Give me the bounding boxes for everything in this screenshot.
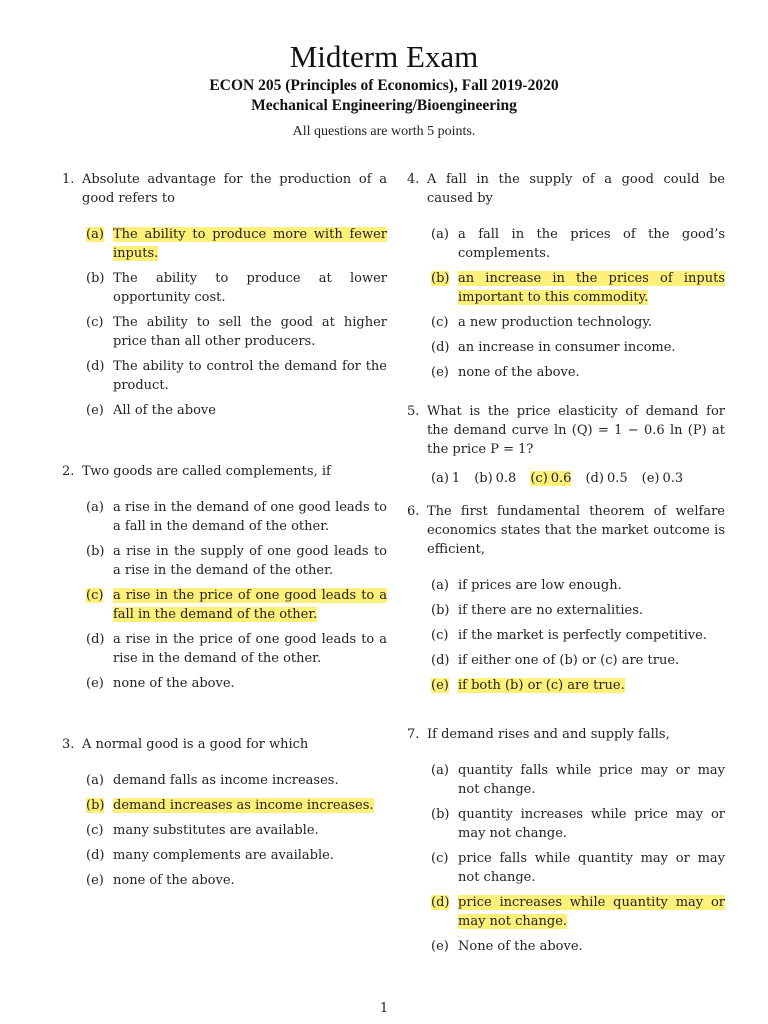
option-text xyxy=(113,796,387,815)
question-3 xyxy=(62,735,387,890)
option-letter-text: (b) xyxy=(431,271,450,286)
option-text-content: none of the above. xyxy=(458,365,580,380)
option-letter-text: (e) xyxy=(86,873,104,888)
option-letter-text: (c) xyxy=(86,823,104,838)
option-text xyxy=(458,338,725,357)
option-text-content: if both (b) or (c) are true. xyxy=(458,678,625,693)
option-letter xyxy=(86,269,113,307)
option-text xyxy=(458,676,725,695)
option-letter-text: (a) xyxy=(86,227,104,242)
option-text-content: quantity falls while price may or may not change. xyxy=(458,763,725,797)
exam-header xyxy=(0,38,768,140)
option-text xyxy=(458,849,725,887)
question-2 xyxy=(62,462,387,693)
option-letter-text: (c) xyxy=(86,588,104,603)
answer-option[interactable] xyxy=(86,674,387,693)
option-text-content: demand falls as income increases. xyxy=(113,773,339,788)
option-text-content: none of the above. xyxy=(113,676,235,691)
option-letter-text: (e) xyxy=(86,403,104,418)
department-line: Mechanical Engineering/Bioengineering xyxy=(251,97,517,114)
option-text-content: None of the above. xyxy=(458,939,583,954)
option-text-content: a rise in the demand of one good leads to a fall in the demand of the other. xyxy=(113,500,387,534)
option-letter: (b) xyxy=(474,471,493,486)
option-letter-text: (e) xyxy=(431,365,449,380)
option-letter xyxy=(86,630,113,668)
option-text-content: if either one of (b) or (c) are true. xyxy=(458,653,680,668)
answer-option[interactable] xyxy=(431,601,725,620)
option-text-content: many complements are available. xyxy=(113,848,334,863)
right-column xyxy=(407,170,725,962)
question-4 xyxy=(407,170,725,382)
answer-option[interactable] xyxy=(431,576,725,595)
inline-option-content xyxy=(474,471,516,486)
option-text-content: an increase in consumer income. xyxy=(458,340,676,355)
option-letter-text: (c) xyxy=(431,851,449,866)
option-letter xyxy=(86,771,113,790)
option-text xyxy=(113,674,387,693)
option-text-content: many substitutes are available. xyxy=(113,823,319,838)
option-text xyxy=(113,401,387,420)
option-text xyxy=(113,357,387,395)
option-text: 0.5 xyxy=(606,471,628,486)
option-list xyxy=(86,498,387,693)
option-letter xyxy=(86,225,113,263)
question-number: 7. xyxy=(407,727,420,742)
option-list xyxy=(431,576,725,695)
option-text-content: none of the above. xyxy=(113,873,235,888)
option-letter-text: (c) xyxy=(86,315,104,330)
question-number: 3. xyxy=(62,737,75,752)
option-letter xyxy=(431,651,458,670)
option-text-content: The ability to control the demand for the product. xyxy=(113,359,387,393)
points-note: All questions are worth 5 points. xyxy=(292,124,476,139)
option-letter xyxy=(86,401,113,420)
option-letter-text: (c) xyxy=(431,628,449,643)
option-letter: (e) xyxy=(641,471,660,486)
option-letter xyxy=(431,363,458,382)
answer-option[interactable] xyxy=(642,469,684,488)
question-stem: A normal good is a good for which xyxy=(82,737,309,752)
question-stem: A fall in the supply of a good could be caused by xyxy=(427,172,725,206)
option-letter xyxy=(86,674,113,693)
option-list xyxy=(431,761,725,956)
option-letter-text: (b) xyxy=(86,798,105,813)
question-number: 2. xyxy=(62,464,75,479)
option-text xyxy=(113,846,387,865)
option-list xyxy=(86,771,387,890)
option-text xyxy=(458,937,725,956)
option-text: 0.3 xyxy=(662,471,684,486)
option-text-content: if there are no externalities. xyxy=(458,603,644,618)
answer-option[interactable] xyxy=(86,357,387,395)
inline-option-content xyxy=(642,471,684,486)
option-text-content: a rise in the price of one good leads to a fall in the demand of the other. xyxy=(113,588,387,622)
inline-option-list xyxy=(431,469,725,488)
option-letter xyxy=(431,676,458,695)
question-number: 6. xyxy=(407,504,420,519)
highlighted-answer-option[interactable] xyxy=(86,796,387,815)
option-letter xyxy=(86,313,113,351)
question-number: 4. xyxy=(407,172,420,187)
option-text: 0.6 xyxy=(550,471,572,486)
highlighted-answer-option[interactable] xyxy=(86,225,387,263)
option-text-content: a rise in the supply of one good leads to a rise in the demand of the other. xyxy=(113,544,387,578)
option-text xyxy=(113,821,387,840)
option-letter-text: (b) xyxy=(431,603,450,618)
option-letter xyxy=(86,871,113,890)
option-letter-text: (b) xyxy=(431,807,450,822)
option-letter-text: (a) xyxy=(86,500,104,515)
question-number: 5. xyxy=(407,404,420,419)
option-text xyxy=(458,805,725,843)
option-letter xyxy=(86,586,113,624)
option-letter-text: (a) xyxy=(431,227,449,242)
option-text-content: quantity increases while price may or may not change. xyxy=(458,807,725,841)
answer-option[interactable] xyxy=(431,849,725,887)
option-text xyxy=(113,313,387,351)
option-list xyxy=(431,225,725,382)
option-text xyxy=(458,576,725,595)
option-letter-text: (d) xyxy=(86,359,105,374)
option-letter: (a) xyxy=(431,471,449,486)
option-text-content: if prices are low enough. xyxy=(458,578,622,593)
answer-option[interactable] xyxy=(474,469,516,488)
question-5 xyxy=(407,402,725,488)
answer-option[interactable] xyxy=(431,363,725,382)
answer-option[interactable] xyxy=(86,313,387,351)
option-letter xyxy=(431,338,458,357)
option-letter-text: (c) xyxy=(431,315,449,330)
option-letter: (c) xyxy=(530,471,548,486)
left-column xyxy=(62,170,387,896)
option-letter xyxy=(431,225,458,263)
answer-option[interactable] xyxy=(431,626,725,645)
option-text xyxy=(458,363,725,382)
option-text-content: an increase in the prices of inputs important to this commodity. xyxy=(458,271,725,305)
answer-option[interactable] xyxy=(431,651,725,670)
answer-option[interactable] xyxy=(86,871,387,890)
option-letter xyxy=(431,805,458,843)
question-stem: Two goods are called complements, if xyxy=(82,464,331,479)
option-text xyxy=(113,871,387,890)
question-1 xyxy=(62,170,387,420)
answer-option[interactable] xyxy=(431,761,725,799)
option-letter-text: (d) xyxy=(86,848,105,863)
option-letter-text: (d) xyxy=(431,653,450,668)
option-text-content: a fall in the prices of the good’s complements. xyxy=(458,227,725,261)
option-text xyxy=(458,313,725,332)
option-text xyxy=(458,626,725,645)
answer-option[interactable] xyxy=(86,771,387,790)
option-letter xyxy=(431,849,458,887)
option-text xyxy=(113,498,387,536)
option-letter-text: (d) xyxy=(431,895,450,910)
option-text xyxy=(458,269,725,307)
option-text-content: demand increases as income increases. xyxy=(113,798,374,813)
option-letter xyxy=(86,542,113,580)
inline-option-content xyxy=(431,471,460,486)
option-text: 1 xyxy=(451,471,461,486)
answer-option[interactable] xyxy=(585,469,627,488)
answer-option[interactable] xyxy=(431,805,725,843)
option-text-content: price falls while quantity may or may not change. xyxy=(458,851,725,885)
option-text-content: price increases while quantity may or may not change. xyxy=(458,895,725,929)
option-text xyxy=(113,542,387,580)
option-text-content: All of the above xyxy=(113,403,216,418)
option-text xyxy=(113,225,387,263)
option-letter xyxy=(431,893,458,931)
option-letter: (d) xyxy=(585,471,604,486)
option-letter-text: (e) xyxy=(86,676,104,691)
option-text-content: The ability to produce at lower opportunity cost. xyxy=(113,271,387,305)
answer-option[interactable] xyxy=(86,846,387,865)
answer-option[interactable] xyxy=(431,937,725,956)
option-text-content: The ability to sell the good at higher price than all other producers. xyxy=(113,315,387,349)
answer-option[interactable] xyxy=(86,269,387,307)
option-text-content: The ability to produce more with fewer inputs. xyxy=(113,227,387,261)
inline-option-content xyxy=(530,471,571,486)
question-number: 1. xyxy=(62,172,75,187)
highlighted-answer-option[interactable] xyxy=(530,469,571,488)
option-list xyxy=(86,225,387,420)
option-text xyxy=(113,630,387,668)
highlighted-answer-option[interactable] xyxy=(86,586,387,624)
question-stem: Absolute advantage for the production of a good refers to xyxy=(82,172,387,206)
option-text xyxy=(113,269,387,307)
option-letter xyxy=(431,626,458,645)
answer-option[interactable] xyxy=(431,225,725,263)
option-letter xyxy=(431,761,458,799)
question-7 xyxy=(407,725,725,956)
page-title: Midterm Exam xyxy=(289,39,479,74)
highlighted-answer-option[interactable] xyxy=(431,893,725,931)
answer-option[interactable] xyxy=(431,469,460,488)
option-text xyxy=(113,586,387,624)
option-letter xyxy=(431,601,458,620)
option-letter-text: (b) xyxy=(86,544,105,559)
answer-option[interactable] xyxy=(431,313,725,332)
answer-option[interactable] xyxy=(86,821,387,840)
option-letter-text: (a) xyxy=(86,773,104,788)
option-letter xyxy=(431,937,458,956)
question-6 xyxy=(407,502,725,695)
option-text-content: if the market is perfectly competitive. xyxy=(458,628,707,643)
page-number: 1 xyxy=(379,1001,389,1016)
answer-option[interactable] xyxy=(431,338,725,357)
option-text xyxy=(458,225,725,263)
highlighted-answer-option[interactable] xyxy=(431,269,725,307)
answer-option[interactable] xyxy=(86,542,387,580)
question-stem: What is the price elasticity of demand for the demand curve ln (Q) = 1 − 0.6 ln (P) at the price P = 1? xyxy=(427,404,725,457)
answer-option[interactable] xyxy=(86,498,387,536)
option-letter-text: (d) xyxy=(431,340,450,355)
inline-option-content xyxy=(585,471,627,486)
highlighted-answer-option[interactable] xyxy=(431,676,725,695)
option-letter xyxy=(86,846,113,865)
answer-option[interactable] xyxy=(86,630,387,668)
question-stem: If demand rises and and supply falls, xyxy=(427,727,670,742)
option-letter xyxy=(86,357,113,395)
option-text-content: a new production technology. xyxy=(458,315,653,330)
option-letter xyxy=(86,796,113,815)
option-letter xyxy=(431,313,458,332)
option-letter-text: (d) xyxy=(86,632,105,647)
option-text xyxy=(458,761,725,799)
option-text xyxy=(113,771,387,790)
option-text-content: a rise in the price of one good leads to a rise in the demand of the other. xyxy=(113,632,387,666)
option-letter-text: (b) xyxy=(86,271,105,286)
option-text: 0.8 xyxy=(495,471,517,486)
option-letter xyxy=(431,269,458,307)
option-letter-text: (e) xyxy=(431,939,449,954)
course-line: ECON 205 (Principles of Economics), Fall 2019-2020 xyxy=(209,77,559,94)
option-letter-text: (a) xyxy=(431,578,449,593)
option-text xyxy=(458,651,725,670)
question-stem: The first fundamental theorem of welfare economics states that the market outcome is efficient, xyxy=(427,504,725,557)
option-letter xyxy=(431,576,458,595)
option-text xyxy=(458,601,725,620)
option-letter-text: (a) xyxy=(431,763,449,778)
option-letter xyxy=(86,821,113,840)
option-text xyxy=(458,893,725,931)
option-letter-text: (e) xyxy=(431,678,449,693)
answer-option[interactable] xyxy=(86,401,387,420)
option-letter xyxy=(86,498,113,536)
